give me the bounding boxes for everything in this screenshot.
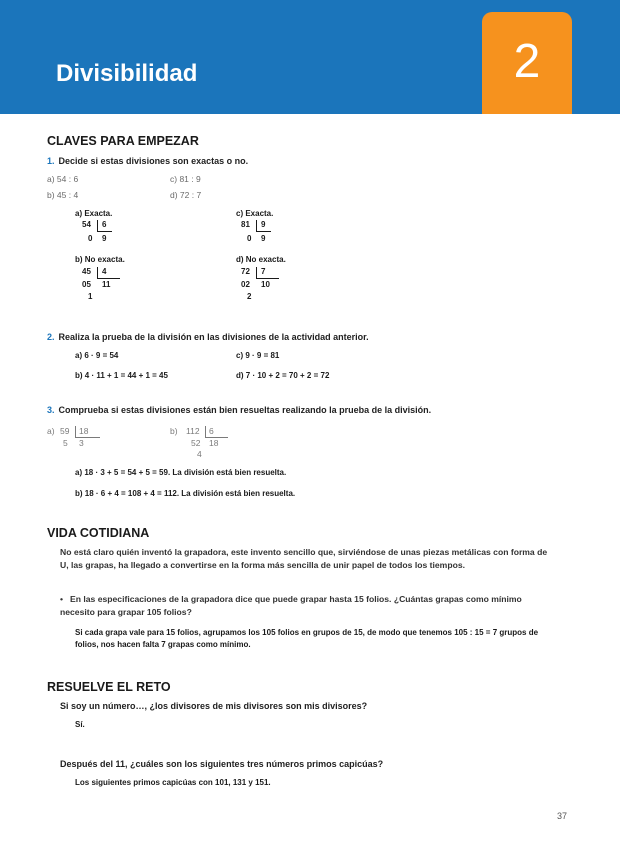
- division-bracket: [97, 267, 120, 279]
- quotient: 10: [261, 280, 270, 289]
- quotient: 18: [209, 438, 219, 448]
- division-bracket: [256, 267, 279, 279]
- remainder: 4: [197, 449, 202, 459]
- question-1: [47, 156, 248, 166]
- question-number: 2.: [47, 332, 55, 342]
- partial-remainder: 05: [82, 280, 91, 289]
- dividend: 81: [241, 220, 250, 229]
- chapter-number-tab: [482, 12, 572, 114]
- answer-1c-label: c) Exacta.: [236, 209, 274, 218]
- partial-remainder: 52: [191, 438, 201, 448]
- question-text: Realiza la prueba de la división en las divisiones de la actividad anterior.: [58, 332, 369, 342]
- divisor: 18: [79, 426, 89, 436]
- divisor: 4: [102, 267, 107, 276]
- question-text: Comprueba si estas divisiones están bien resueltas realizando la prueba de la división.: [58, 405, 432, 415]
- divisor: 6: [209, 426, 214, 436]
- answer-2d: d) 7 · 10 + 2 = 70 + 2 = 72: [236, 371, 330, 380]
- option-c: c) 81 : 9: [170, 174, 201, 184]
- dividend: 54: [82, 220, 91, 229]
- section-heading-vida: VIDA COTIDIANA: [47, 526, 150, 540]
- section-heading-claves: CLAVES PARA EMPEZAR: [47, 134, 199, 148]
- partial-remainder: 02: [241, 280, 250, 289]
- quotient: 9: [102, 234, 107, 243]
- quotient: 3: [79, 438, 84, 448]
- reto-question-1: Si soy un número…, ¿los divisores de mis divisores son mis divisores?: [60, 701, 368, 711]
- answer-1d-label: d) No exacta.: [236, 255, 286, 264]
- vida-question-text: En las especificaciones de la grapadora dice que puede grapar hasta 15 folios. ¿Cuántas grapas como mínimo necesito para grapar 105 folios?: [60, 594, 522, 617]
- remainder: 5: [63, 438, 68, 448]
- option-b: b) 45 : 4: [47, 190, 79, 200]
- answer-2a: a) 6 · 9 = 54: [75, 351, 119, 360]
- dividend: 59: [60, 426, 70, 436]
- remainder: 0: [247, 234, 252, 243]
- answer-1a-label: a) Exacta.: [75, 209, 113, 218]
- remainder: 1: [88, 292, 93, 301]
- quotient: 11: [102, 280, 111, 289]
- dividend: 45: [82, 267, 91, 276]
- option-label: b): [170, 426, 178, 436]
- reto-answer-2: Los siguientes primos capicúas con 101, 131 y 151.: [75, 778, 271, 787]
- chapter-title: Divisibilidad: [56, 60, 198, 87]
- option-label: a): [47, 426, 55, 436]
- quotient: 9: [261, 234, 266, 243]
- question-number: 3.: [47, 405, 55, 415]
- question-text: Decide si estas divisiones son exactas o no.: [58, 156, 249, 166]
- divisor: 6: [102, 220, 107, 229]
- option-a: a) 54 : 6: [47, 174, 79, 184]
- section-heading-reto: RESUELVE EL RETO: [47, 680, 171, 694]
- answer-2c: c) 9 · 9 = 81: [236, 351, 280, 360]
- remainder: 2: [247, 292, 252, 301]
- question-2: [47, 332, 369, 342]
- vida-paragraph: No está claro quién inventó la grapadora, este invento sencillo que, sirviéndose de unas piezas metálicas con forma de U, las grapas, ha llegado a convertirse en la forma más sencilla de unir papel de todos los tiempos.: [60, 547, 548, 570]
- question-3: [47, 405, 431, 415]
- reto-answer-1: Sí.: [75, 720, 85, 729]
- answer-1b-label: b) No exacta.: [75, 255, 125, 264]
- remainder: 0: [88, 234, 93, 243]
- answer-3b: b) 18 · 6 + 4 = 108 + 4 = 112. La división está bien resuelta.: [75, 489, 296, 498]
- chapter-number: 2: [513, 35, 541, 88]
- vida-question: [60, 593, 550, 618]
- answer-2b: b) 4 · 11 + 1 = 44 + 1 = 45: [75, 371, 168, 380]
- bullet: •: [60, 594, 64, 604]
- question-number: 1.: [47, 156, 55, 166]
- reto-question-2: Después del 11, ¿cuáles son los siguientes tres números primos capicúas?: [60, 759, 384, 769]
- option-d: d) 72 : 7: [170, 190, 202, 200]
- divisor: 9: [261, 220, 266, 229]
- divisor: 7: [261, 267, 266, 276]
- vida-answer: Si cada grapa vale para 15 folios, agrupamos los 105 folios en grupos de 15, de modo que tenemos 105 : 15 = 7 grupos de folios, nos hacen falta 7 grapas como mínimo.: [75, 628, 539, 649]
- dividend: 72: [241, 267, 250, 276]
- page-number: 37: [557, 811, 568, 821]
- answer-3a: a) 18 · 3 + 5 = 54 + 5 = 59. La división está bien resuelta.: [75, 468, 287, 477]
- dividend: 112: [186, 426, 200, 436]
